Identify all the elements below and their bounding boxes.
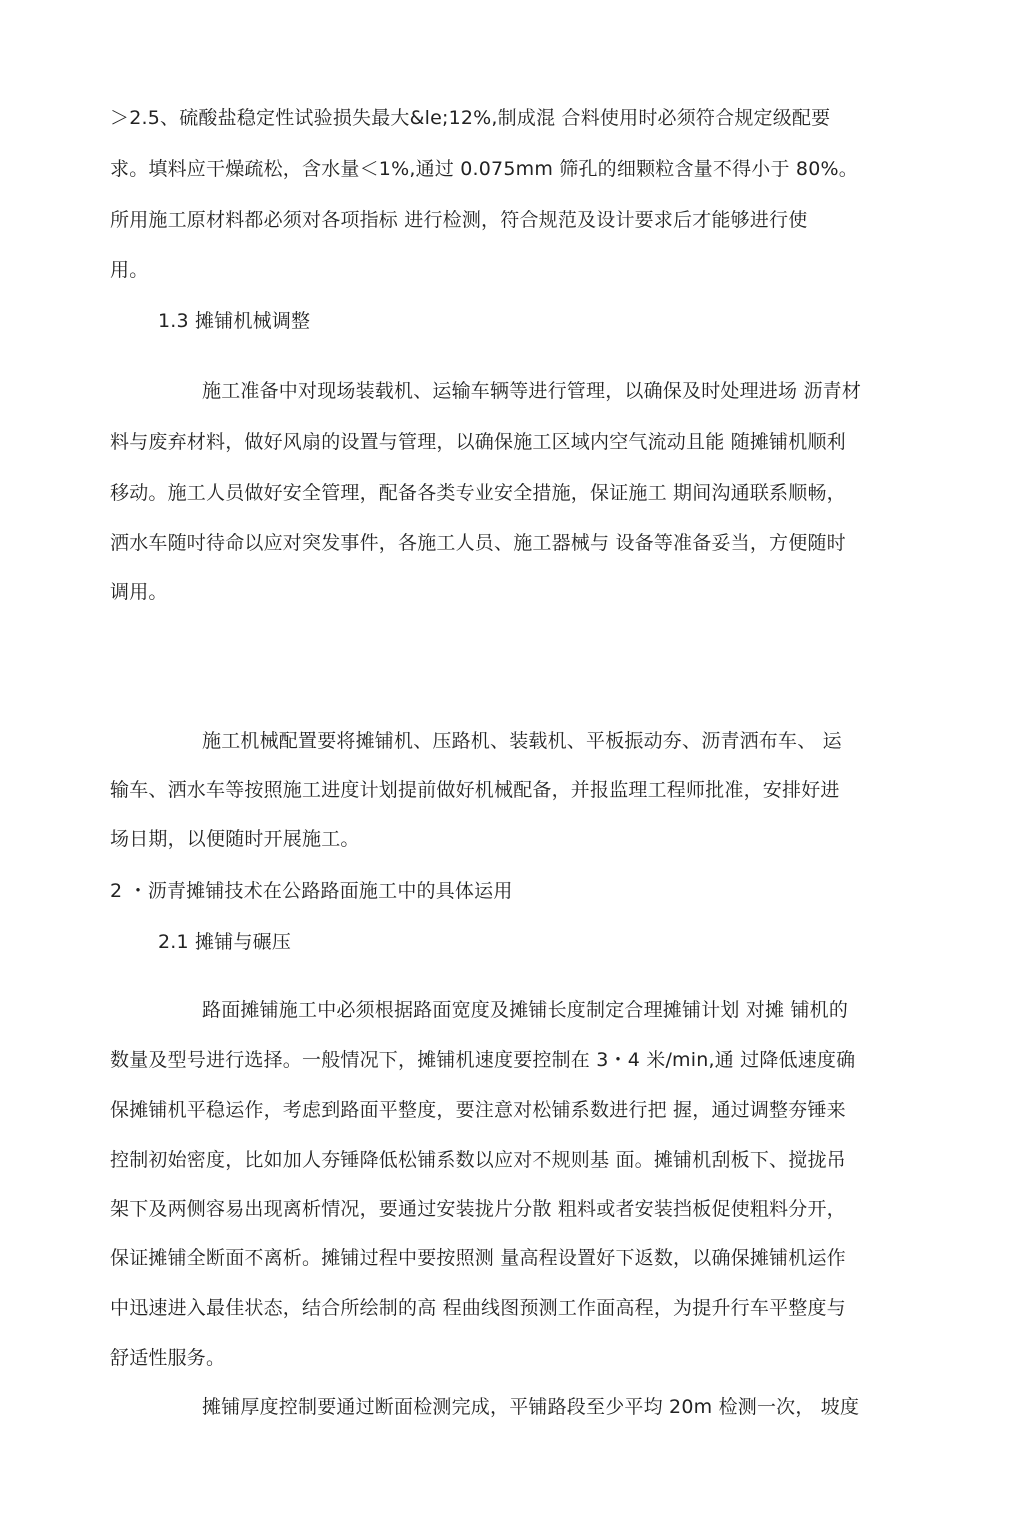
paragraph-line: ＞2.5、硫酸盐稳定性试验损失最大&le;12%,制成混 合料使用时必须符合规定级配要 (110, 107, 831, 129)
paragraph-line: 输车、洒水车等按照施工进度计划提前做好机械配备，并报监理工程师批准，安排好进 (110, 779, 840, 801)
paragraph-line: 调用。 (110, 581, 168, 603)
paragraph-line: 场日期，以便随时开展施工。 (110, 828, 360, 850)
paragraph-line: 控制初始密度，比如加人夯锤降低松铺系数以应对不规则基 面。摊铺机刮板下、搅拢吊 (110, 1149, 846, 1171)
paragraph-line: 施工机械配置要将摊铺机、压路机、装载机、平板振动夯、沥青洒布车、 运 (202, 730, 842, 752)
paragraph-line: 架下及两侧容易出现离析情况，要通过安装拢片分散 粗料或者安装挡板促使粗料分开， (110, 1198, 846, 1220)
paragraph-line: 求。填料应干燥疏松，含水量＜1%,通过 0.075mm 筛孔的细颗粒含量不得小于 80%。 (110, 158, 858, 180)
section-heading-1-3: 1.3 摊铺机械调整 (158, 310, 311, 332)
paragraph-line: 中迅速进入最佳状态，结合所绘制的高 程曲线图预测工作面高程，为提升行车平整度与 (110, 1297, 846, 1319)
paragraph-line: 路面摊铺施工中必须根据路面宽度及摊铺长度制定合理摊铺计划 对摊 铺机的 (202, 999, 849, 1021)
paragraph-line: 保摊铺机平稳运作，考虑到路面平整度，要注意对松铺系数进行把 握，通过调整夯锤来 (110, 1099, 846, 1121)
section-heading-2: 2 ・沥青摊铺技术在公路路面施工中的具体运用 (110, 880, 513, 902)
section-heading-2-1: 2.1 摊铺与碾压 (158, 931, 292, 953)
paragraph-line: 移动。施工人员做好安全管理，配备各类专业安全措施，保证施工 期间沟通联系顺畅， (110, 482, 846, 504)
paragraph-line: 施工准备中对现场装载机、运输车辆等进行管理，以确保及时处理进场 沥青材 (202, 380, 862, 402)
paragraph-line: 舒适性服务。 (110, 1347, 226, 1369)
paragraph-line: 数量及型号进行选择。一般情况下，摊铺机速度要控制在 3・4 米/min,通 过降低速度确 (110, 1049, 856, 1071)
paragraph-line: 所用施工原材料都必须对各项指标 进行检测，符合规范及设计要求后才能够进行使 (110, 209, 808, 231)
paragraph-line: 料与废弃材料，做好风扇的设置与管理，以确保施工区域内空气流动且能 随摊铺机顺利 (110, 431, 846, 453)
paragraph-line: 用。 (110, 259, 149, 281)
paragraph-line: 摊铺厚度控制要通过断面检测完成，平铺路段至少平均 20m 检测一次， 坡度 (202, 1396, 860, 1418)
paragraph-line: 保证摊铺全断面不离析。摊铺过程中要按照测 量高程设置好下返数，以确保摊铺机运作 (110, 1247, 846, 1269)
paragraph-line: 洒水车随吋待命以应对突发事件，各施工人员、施工器械与 设备等准备妥当，方便随时 (110, 532, 846, 554)
